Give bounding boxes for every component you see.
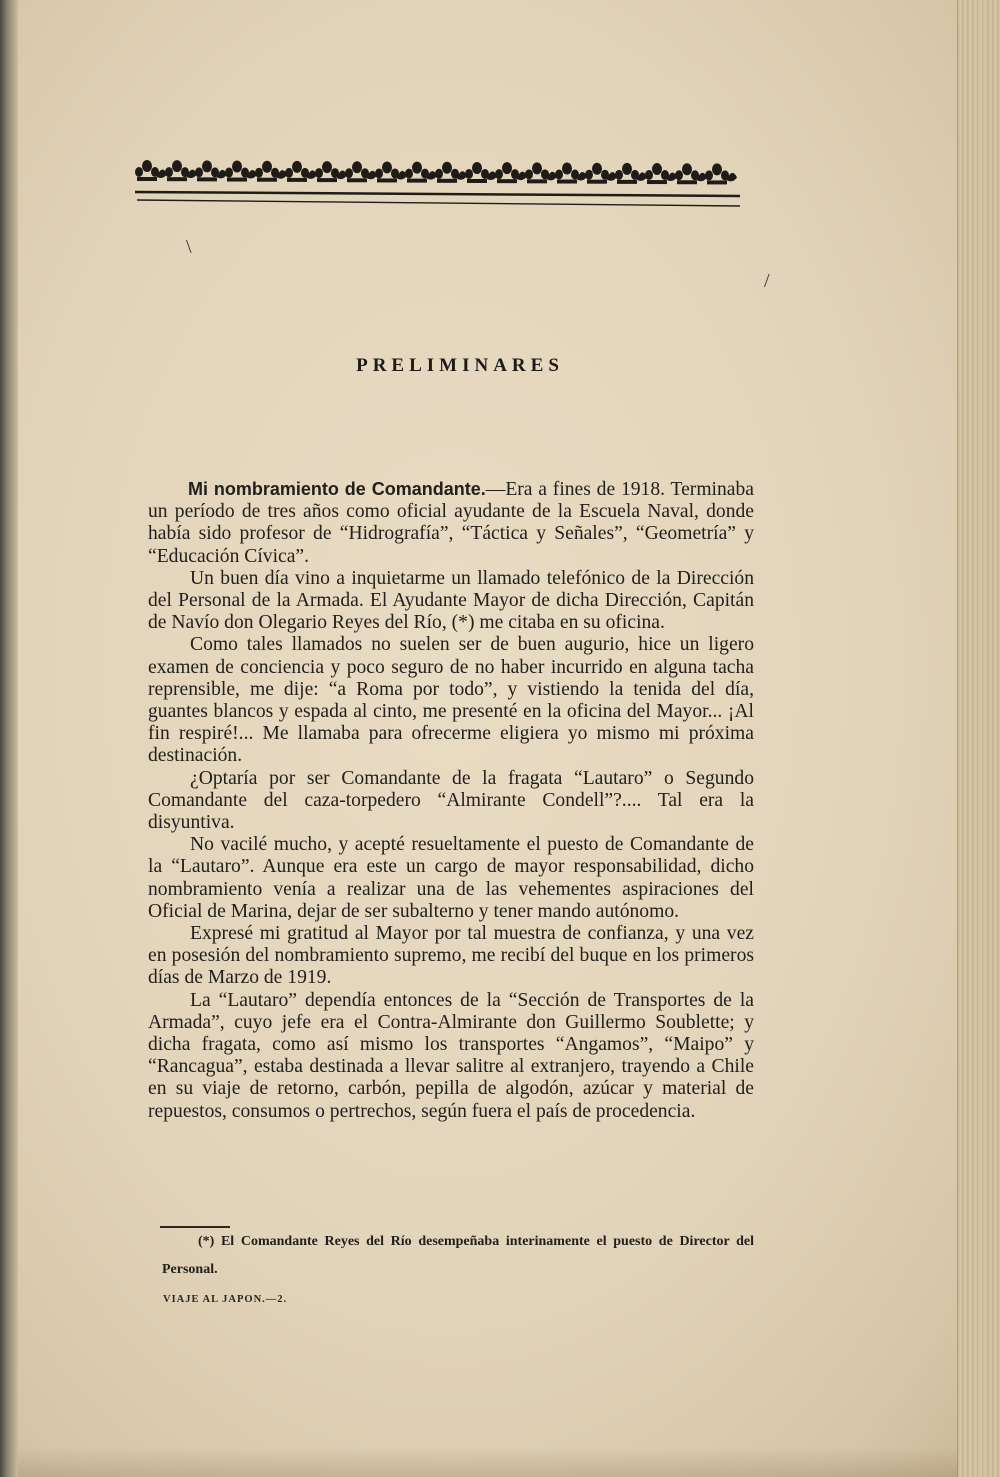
paragraph-7: La “Lautaro” dependía entonces de la “Sección de Transportes de la Armada”, cuyo jefe era el Contra-Almirante don Guillermo Soublette; y dicha fragata, como así mismo los transportes “Angamos”, “Maipo” y “Rancagua”, estaba destinada a llevar salitre al extranjero, trayendo a Chile en su viaje de retorno, carbón, pepilla de algodón, azúcar y material de repuestos, consumos o pertrechos, según fuera el país de procedencia.: [148, 989, 754, 1122]
printer-signature-mark: VIAJE AL JAPON.—2.: [163, 1294, 288, 1305]
ornament-motif: [645, 163, 677, 184]
ornament-motif: [405, 162, 437, 183]
decorative-header-ornament: [135, 150, 740, 214]
ornament-motif: [555, 163, 587, 184]
paragraph-4: ¿Optaría por ser Comandante de la fragata “Lautaro” o Segundo Comandante del caza-torpedero “Almirante Condell”?.... Tal era la disyuntiva.: [148, 767, 754, 834]
ornament-motif: [585, 163, 617, 184]
paragraph-1: [148, 478, 754, 568]
paragraph-2: Un buen día vino a inquietarme un llamado telefónico de la Dirección del Personal de la Armada. El Ayudante Mayor de dicha Dirección, Capitán de Navío don Olegario Reyes del Río, (*) me citaba en su oficina.: [148, 567, 754, 634]
ornament-motif: [615, 163, 647, 184]
footnote: [162, 1228, 754, 1284]
ornament-motif: [195, 160, 227, 181]
ornament-motif: [285, 161, 317, 182]
ornament-motif: [345, 161, 377, 182]
ornament-motif: [225, 161, 257, 182]
stray-pen-mark: \: [186, 236, 192, 258]
ornament-motif: [525, 162, 557, 183]
paragraph-3: Como tales llamados no suelen ser de buen augurio, hice un ligero examen de conciencia y poco seguro de no haber incurrido en alguna tacha reprensible, me dije: “a Roma por todo”, y vistiendo la tenida del día, guantes blancos y espada al cinto, me presenté en la oficina del Mayor... ¡Al fin respiré!... Me llamaba para ofrecerme eligiera yo mismo mi próxima destinación.: [148, 634, 754, 767]
ornament-motif: [465, 162, 497, 183]
ornament-motif: [135, 160, 167, 181]
lead-heading: Mi nombramiento de Comandante.: [188, 479, 486, 499]
ornament-motif: [315, 161, 347, 182]
chapter-body: [148, 478, 754, 1123]
footnote-text: (*) El Comandante Reyes del Río desempeñaba interinamente el puesto de Director del Personal.: [162, 1234, 754, 1277]
ornament-motif: [705, 163, 737, 184]
book-spine-shadow: [0, 0, 18, 1477]
ornament-motif: [435, 162, 467, 183]
paragraph-1-text: —Era a fines de 1918. Terminaba un período de tres años como oficial ayudante de la Escuela Naval, donde había sido profesor de “Hidrografía”, “Táctica y Señales”, “Geometría” y “Educación Cívica”.: [148, 479, 754, 567]
paragraph-6: Expresé mi gratitud al Mayor por tal muestra de confianza, y una vez en posesión del nombramiento supremo, me recibí del buque en los primeros días de Marzo de 1919.: [148, 923, 754, 989]
ornament-motif: [255, 161, 287, 182]
ornament-motif: [375, 161, 407, 182]
stray-pen-mark: /: [764, 270, 770, 292]
page-bottom-shade: [18, 1447, 958, 1477]
chapter-title: PRELIMINARES: [356, 355, 564, 376]
ornament-motif: [675, 163, 707, 184]
page-stack-edge: [957, 0, 1000, 1477]
ornament-motif: [495, 162, 527, 183]
ornament-motif: [165, 160, 197, 181]
paragraph-5: No vacilé mucho, y acepté resueltamente el puesto de Comandante de la “Lautaro”. Aunque era este un cargo de mayor responsabilidad, dicho nombramiento venía a realizar una de las vehementes aspiraciones del Oficial de Marina, dejar de ser subalterno y tener mando autónomo.: [148, 834, 754, 922]
